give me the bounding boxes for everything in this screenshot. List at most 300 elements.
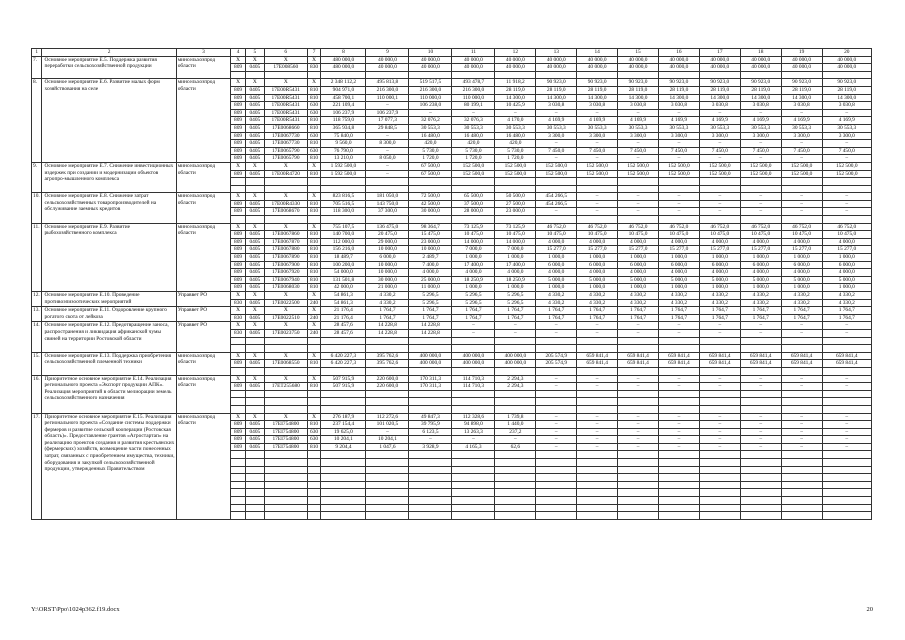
table-cell: 114 710,3 (452, 383, 495, 391)
table-cell: 30 553,3 (740, 124, 781, 132)
table-cell (452, 367, 495, 375)
table-cell (321, 481, 366, 489)
table-cell: X (264, 56, 307, 64)
table-cell: 17Е0068670 (264, 208, 307, 216)
table-cell: 495 813,8 (366, 79, 409, 87)
table-cell: 4 330,2 (536, 292, 577, 300)
table-row (32, 322, 872, 330)
header-cell: 14 (577, 49, 618, 57)
table-cell (452, 178, 495, 186)
table-cell (658, 466, 699, 474)
table-cell: 420,0 (409, 140, 452, 148)
table-cell (536, 71, 577, 79)
header-cell: 1 (32, 49, 42, 57)
table-cell: 4 000,0 (658, 238, 699, 246)
table-cell: 1 764,7 (658, 307, 699, 315)
table-cell (366, 337, 409, 345)
table-cell: 0405 (245, 147, 264, 155)
table-cell: – (495, 322, 536, 330)
table-cell: 112 272,6 (366, 413, 409, 421)
table-cell: 8 300,0 (366, 140, 409, 148)
table-cell: X (264, 413, 307, 421)
table-cell: 42 500,0 (409, 200, 452, 208)
table-cell: 17ЕI754800 (264, 428, 307, 436)
table-cell (307, 489, 321, 497)
table-cell: – (536, 413, 577, 421)
table-cell: – (536, 109, 577, 117)
table-cell (822, 504, 871, 512)
table-cell: – (536, 383, 577, 391)
table-cell: 7 450,0 (577, 147, 618, 155)
table-cell (366, 178, 409, 186)
table-cell: 4 330,2 (536, 299, 577, 307)
table-cell: 5 296,5 (495, 292, 536, 300)
table-cell: 1 764,7 (740, 314, 781, 322)
table-cell: 5 000,0 (658, 276, 699, 284)
table-cell: – (577, 200, 618, 208)
table-cell (452, 474, 495, 482)
table-cell: X (245, 322, 264, 330)
table-cell: 10 475,0 (822, 231, 871, 239)
table-cell: – (577, 383, 618, 391)
table-cell: 40 000,0 (658, 64, 699, 72)
table-cell: – (618, 322, 659, 330)
table-cell (699, 345, 740, 353)
table-cell: 152 500,0 (781, 170, 822, 178)
table-cell: – (740, 322, 781, 330)
table-cell (245, 466, 264, 474)
table-cell (495, 390, 536, 398)
table-cell: – (699, 200, 740, 208)
table-cell: 1 764,7 (409, 314, 452, 322)
table-cell: 4 330,2 (618, 292, 659, 300)
table-cell (245, 390, 264, 398)
table-cell: 1 764,7 (822, 307, 871, 315)
table-cell (658, 405, 699, 413)
table-cell: 705 516,5 (321, 200, 366, 208)
table-cell: 4 330,2 (577, 299, 618, 307)
table-cell: 40 000,0 (699, 64, 740, 72)
table-cell (822, 367, 871, 375)
table-cell (245, 405, 264, 413)
table-cell (245, 178, 264, 186)
table-cell (264, 185, 307, 193)
table-cell: 28 457,6 (321, 322, 366, 330)
table-cell: 14 300,0 (536, 94, 577, 102)
header-cell: 20 (822, 49, 871, 57)
table-cell: 106 238,0 (409, 102, 452, 110)
table-cell: 237,2 (495, 428, 536, 436)
table-cell: 28 119,0 (577, 86, 618, 94)
table-cell: 4 000,0 (699, 269, 740, 277)
table-cell: – (658, 155, 699, 163)
table-cell (740, 345, 781, 353)
table-cell: 98 364,7 (409, 223, 452, 231)
table-cell: 11 000,0 (409, 284, 452, 292)
table-cell: – (536, 443, 577, 451)
table-cell: 13 263,3 (452, 428, 495, 436)
table-cell: 17Е0065790 (264, 155, 307, 163)
table-cell: 830 (307, 64, 321, 72)
table-cell: 1 000,0 (658, 284, 699, 292)
table-cell: X (307, 193, 321, 201)
table-cell (245, 497, 264, 505)
header-row (32, 49, 872, 57)
table-cell (321, 459, 366, 467)
table-cell: 809 (231, 284, 246, 292)
table-cell: 110 000,0 (452, 94, 495, 102)
table-cell (321, 451, 366, 459)
row-number: 10. (32, 193, 42, 223)
table-cell (452, 466, 495, 474)
table-cell: 46 752,0 (781, 223, 822, 231)
table-cell: 30 553,3 (536, 124, 577, 132)
table-cell (822, 512, 871, 520)
measure-name: Основное мероприятие Е.5. Поддержка развития переработки сельскохозяйственной продукции (42, 56, 176, 79)
row-number: 7. (32, 56, 42, 79)
table-cell (699, 398, 740, 406)
table-cell (740, 337, 781, 345)
table-cell (577, 345, 618, 353)
table-cell: 37 500,0 (452, 200, 495, 208)
table-cell: 17 400,0 (495, 261, 536, 269)
table-cell (781, 474, 822, 482)
table-cell: X (307, 307, 321, 315)
table-cell: 810 (307, 208, 321, 216)
table-cell: – (452, 329, 495, 337)
table-cell (231, 451, 246, 459)
table-cell (307, 216, 321, 224)
table-cell: 1 764,7 (409, 307, 452, 315)
row-number: 9. (32, 162, 42, 192)
table-cell (366, 504, 409, 512)
table-cell: 630 (307, 147, 321, 155)
table-cell (740, 466, 781, 474)
table-cell (618, 185, 659, 193)
table-cell: 16 480,0 (495, 132, 536, 140)
table-cell: 809 (231, 117, 246, 125)
table-cell: 23 000,0 (409, 238, 452, 246)
table-cell (321, 216, 366, 224)
table-cell: 14 228,8 (409, 322, 452, 330)
row-number: 12. (32, 292, 42, 307)
table-cell (366, 405, 409, 413)
table-cell (307, 367, 321, 375)
table-cell: 72 500,0 (409, 193, 452, 201)
table-cell: 1 440,0 (495, 421, 536, 429)
table-cell (699, 459, 740, 467)
table-cell: 809 (231, 443, 246, 451)
table-cell: 17Е00R5431 (264, 109, 307, 117)
table-cell: – (822, 140, 871, 148)
table-cell: – (740, 428, 781, 436)
table-cell: 3 030,8 (536, 102, 577, 110)
table-cell: 240 (307, 299, 321, 307)
table-cell: 110 000,1 (366, 94, 409, 102)
table-cell (495, 337, 536, 345)
table-cell: 14 228,8 (366, 329, 409, 337)
table-cell: – (699, 428, 740, 436)
table-cell: 30 553,3 (658, 124, 699, 132)
table-cell: 10 204,1 (366, 436, 409, 444)
header-cell: 9 (366, 49, 409, 57)
table-cell: 220 600,0 (366, 375, 409, 383)
table-cell: 6 000,0 (618, 261, 659, 269)
table-cell (307, 512, 321, 520)
table-cell (307, 390, 321, 398)
table-cell: 630 (307, 109, 321, 117)
table-cell: 15 475,0 (409, 231, 452, 239)
table-cell (618, 512, 659, 520)
table-cell (409, 489, 452, 497)
table-cell (452, 405, 495, 413)
table-cell (495, 345, 536, 353)
table-cell (321, 512, 366, 520)
table-cell: 40 000,0 (366, 56, 409, 64)
table-cell: – (781, 329, 822, 337)
table-cell: 14 300,0 (740, 94, 781, 102)
table-cell: – (699, 413, 740, 421)
table-cell: 659 841,4 (618, 360, 659, 368)
row-number: 11. (32, 223, 42, 291)
table-cell (822, 345, 871, 353)
table-cell: X (245, 292, 264, 300)
table-cell: 810 (307, 269, 321, 277)
table-cell (658, 178, 699, 186)
table-cell (658, 489, 699, 497)
table-cell: 7 400,0 (409, 261, 452, 269)
budget-sheet (31, 48, 872, 520)
table-cell: 5 000,0 (536, 276, 577, 284)
table-cell: 40 000,0 (536, 64, 577, 72)
table-cell: – (366, 132, 409, 140)
table-cell (618, 466, 659, 474)
table-cell (740, 497, 781, 505)
table-cell: 659 841,4 (699, 360, 740, 368)
table-cell: 1 764,7 (618, 307, 659, 315)
table-cell: 1 764,7 (495, 314, 536, 322)
table-cell: 17Е00R5431 (264, 117, 307, 125)
table-cell: 400 000,0 (409, 352, 452, 360)
table-cell: 4 000,0 (781, 238, 822, 246)
table-cell: – (658, 208, 699, 216)
table-cell (409, 474, 452, 482)
header-cell: 16 (658, 49, 699, 57)
table-cell: 4 330,2 (740, 292, 781, 300)
table-cell (231, 337, 246, 345)
table-cell: 40 000,0 (366, 64, 409, 72)
table-cell (409, 481, 452, 489)
table-cell: 809 (231, 102, 246, 110)
table-cell: 32 076,2 (409, 117, 452, 125)
table-cell: 810 (307, 155, 321, 163)
table-cell: 1 720,0 (452, 155, 495, 163)
table-cell: 40 000,0 (577, 56, 618, 64)
table-cell: – (618, 428, 659, 436)
table-cell: 659 841,4 (740, 352, 781, 360)
table-cell: 1 000,0 (822, 254, 871, 262)
table-cell: – (618, 140, 659, 148)
table-cell: 810 (307, 86, 321, 94)
table-cell: 27 500,0 (495, 200, 536, 208)
table-cell: 6 000,0 (740, 261, 781, 269)
table-cell (366, 71, 409, 79)
table-cell (307, 481, 321, 489)
table-cell: 14 300,0 (618, 94, 659, 102)
table-cell: 0405 (245, 124, 264, 132)
table-cell (699, 512, 740, 520)
table-cell (618, 367, 659, 375)
table-cell: 30 553,3 (452, 124, 495, 132)
table-cell: 10 475,0 (452, 231, 495, 239)
table-cell: 810 (307, 140, 321, 148)
table-cell (409, 466, 452, 474)
table-cell (452, 497, 495, 505)
table-cell: 30 000,0 (366, 276, 409, 284)
table-cell: – (618, 421, 659, 429)
table-cell: 1 000,0 (618, 284, 659, 292)
table-cell (245, 345, 264, 353)
table-cell (822, 185, 871, 193)
table-cell: 480 000,0 (321, 56, 366, 64)
table-cell: 810 (307, 284, 321, 292)
table-cell: 395 762,6 (366, 360, 409, 368)
table-cell: 1 764,7 (699, 314, 740, 322)
table-cell: 40 000,0 (495, 64, 536, 72)
table-cell: – (658, 375, 699, 383)
table-cell (577, 459, 618, 467)
table-cell (781, 512, 822, 520)
table-cell: – (618, 329, 659, 337)
table-cell: 106 237,9 (321, 109, 366, 117)
table-cell (618, 489, 659, 497)
table-cell (231, 405, 246, 413)
table-cell: 40 000,0 (536, 56, 577, 64)
table-cell (452, 504, 495, 512)
table-cell: 0405 (245, 132, 264, 140)
table-cell (264, 451, 307, 459)
table-cell: – (740, 436, 781, 444)
table-cell: X (231, 162, 246, 170)
header-cell: 5 (245, 49, 264, 57)
table-cell (245, 512, 264, 520)
table-cell: 28 119,0 (495, 86, 536, 94)
table-cell: 152 500,0 (577, 170, 618, 178)
table-cell: 40 000,0 (409, 64, 452, 72)
table-cell: 6 420 227,3 (321, 352, 366, 360)
table-cell: 4 330,2 (618, 299, 659, 307)
table-cell (307, 71, 321, 79)
table-cell: 809 (231, 421, 246, 429)
table-cell: 1 592 500,0 (321, 162, 366, 170)
table-cell: – (577, 421, 618, 429)
table-cell: 400 000,0 (495, 352, 536, 360)
table-cell: 4 000,0 (452, 269, 495, 277)
table-cell: 17Е0067920 (264, 269, 307, 277)
table-cell: 30 553,3 (495, 124, 536, 132)
table-cell: 40 000,0 (618, 64, 659, 72)
table-cell: 15 277,0 (536, 246, 577, 254)
table-cell (452, 216, 495, 224)
table-cell: 4 330,2 (366, 299, 409, 307)
table-cell: 23 000,0 (495, 208, 536, 216)
table-cell (452, 512, 495, 520)
table-cell: 28 119,0 (536, 86, 577, 94)
table-cell (822, 337, 871, 345)
table-cell: 3 030,8 (699, 102, 740, 110)
table-cell: 4 330,2 (658, 299, 699, 307)
table-cell: 630 (307, 436, 321, 444)
table-row (32, 56, 872, 64)
table-cell: 809 (231, 360, 246, 368)
table-cell: – (822, 383, 871, 391)
table-cell: 90 923,0 (699, 79, 740, 87)
table-cell: 152 500,0 (495, 162, 536, 170)
table-cell (822, 405, 871, 413)
table-cell: 4 330,2 (740, 299, 781, 307)
table-cell: – (740, 200, 781, 208)
table-cell: X (231, 307, 246, 315)
table-cell (781, 337, 822, 345)
table-cell: 17Е0065790 (264, 147, 307, 155)
table-cell (740, 216, 781, 224)
table-cell: 94 898,0 (452, 421, 495, 429)
table-cell: 112 328,6 (452, 413, 495, 421)
table-cell: 170 311,3 (409, 375, 452, 383)
table-cell (536, 337, 577, 345)
table-cell: – (822, 329, 871, 337)
table-cell (781, 185, 822, 193)
table-cell: – (740, 383, 781, 391)
table-cell: 3 300,0 (699, 132, 740, 140)
table-cell: X (264, 375, 307, 383)
table-cell (245, 459, 264, 467)
table-cell (366, 474, 409, 482)
table-cell: 823 816,5 (321, 193, 366, 201)
table-cell: – (536, 375, 577, 383)
table-cell (307, 178, 321, 186)
table-cell: 5 296,5 (409, 299, 452, 307)
budget-table (31, 48, 872, 520)
table-cell (781, 390, 822, 398)
table-cell: 493 478,7 (452, 79, 495, 87)
table-cell: 830 (231, 299, 246, 307)
table-cell (577, 367, 618, 375)
table-cell: – (577, 413, 618, 421)
row-number: 15. (32, 352, 42, 375)
table-cell: 30 553,3 (577, 124, 618, 132)
table-cell: 7 450,0 (699, 147, 740, 155)
executor-name: минсельхозпрод области (176, 375, 231, 413)
table-cell: 80 199,1 (452, 102, 495, 110)
table-cell (781, 216, 822, 224)
table-row (32, 352, 872, 360)
table-cell (245, 489, 264, 497)
table-row (32, 375, 872, 383)
table-cell (699, 474, 740, 482)
table-cell: 454 266,5 (536, 193, 577, 201)
table-cell: 25 000,0 (409, 276, 452, 284)
table-cell (264, 474, 307, 482)
table-cell: 7 450,0 (618, 147, 659, 155)
table-cell: 152 500,0 (658, 170, 699, 178)
table-cell: – (409, 109, 452, 117)
table-cell: X (307, 292, 321, 300)
table-cell: – (536, 436, 577, 444)
table-cell: 6 000,0 (781, 261, 822, 269)
table-cell: 809 (231, 428, 246, 436)
table-cell: 3 030,8 (822, 102, 871, 110)
